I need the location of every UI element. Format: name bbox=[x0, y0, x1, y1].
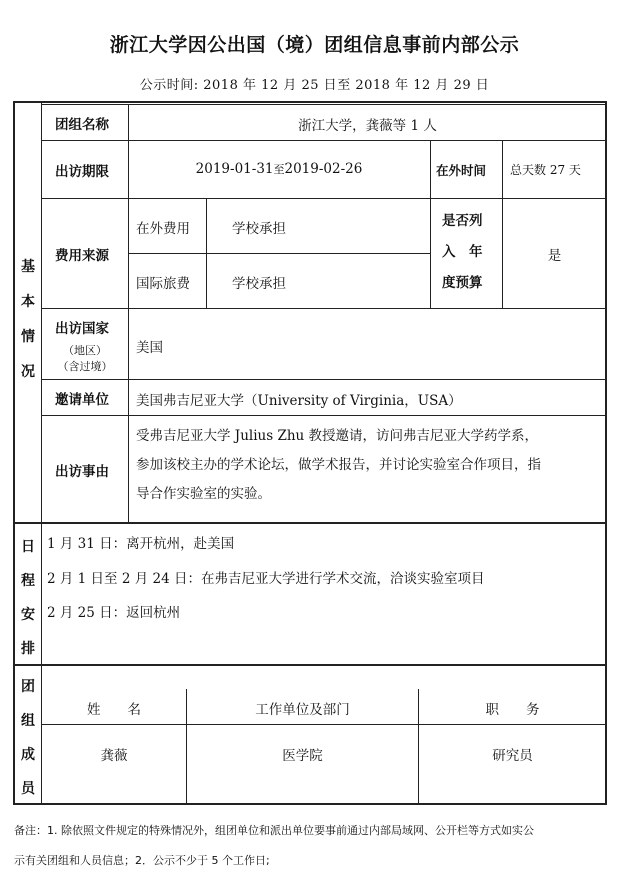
country-value: 美国 bbox=[136, 340, 163, 356]
table-line bbox=[42, 198, 606, 199]
publicity-end-day: 29 bbox=[453, 78, 472, 93]
member-name: 龚薇 bbox=[100, 748, 128, 764]
schedule-item: 2 月 1 日至 2 月 24 日：在弗吉尼亚大学进行学术交流，洽谈实验室项目 bbox=[47, 570, 485, 587]
intl-travel-value: 学校承担 bbox=[232, 276, 286, 292]
to-char: 至 bbox=[337, 78, 351, 93]
publicity-start-year: 2018 bbox=[203, 78, 239, 93]
day-char: 日 bbox=[475, 78, 490, 93]
schedule-item: 1 月 31 日：离开杭州，赴美国 bbox=[47, 536, 235, 552]
period-value bbox=[129, 161, 429, 177]
table-line bbox=[42, 140, 606, 141]
table-line bbox=[128, 253, 430, 254]
table-line bbox=[206, 198, 207, 308]
period-start: 2019-01-31 bbox=[195, 161, 274, 177]
header-name: 姓 名 bbox=[87, 702, 141, 718]
day-char: 日 bbox=[323, 78, 338, 93]
purpose-line: 导合作实验室的实验。 bbox=[136, 486, 271, 502]
period-end: 2019-02-26 bbox=[284, 161, 363, 177]
funding-label: 费用来源 bbox=[55, 248, 109, 264]
schedule-list bbox=[47, 527, 484, 631]
members-section-label: 团 组 成 员 bbox=[21, 679, 35, 797]
page-title: 浙江大学因公出国（境）团组信息事前内部公示 bbox=[109, 34, 520, 56]
budget-label: 是否列 入 年 度预算 bbox=[442, 213, 483, 291]
table-line bbox=[14, 664, 606, 666]
period-to: 至 bbox=[273, 163, 285, 176]
purpose-text bbox=[136, 422, 541, 509]
basic-section-label: 基 本 情 况 bbox=[21, 259, 35, 380]
inviter-value: 美国弗吉尼亚大学（University of Virginia，USA） bbox=[136, 393, 462, 409]
month-char: 月 bbox=[283, 78, 297, 93]
publicity-end-month: 12 bbox=[413, 78, 431, 93]
table-line bbox=[14, 522, 606, 524]
note-line-2: 示有关团组和人员信息；2．公示不少于 5 个工作日; bbox=[14, 854, 270, 867]
header-unit: 工作单位及部门 bbox=[255, 702, 350, 718]
publicity-start-month: 12 bbox=[261, 78, 279, 93]
budget-value: 是 bbox=[547, 248, 562, 264]
table-line bbox=[42, 379, 606, 380]
header-position: 职 务 bbox=[485, 702, 540, 718]
abroad-time-value: 总天数 27 天 bbox=[510, 163, 581, 177]
country-label-sub1: （地区） bbox=[63, 344, 107, 357]
note-line-1: 备注：1. 除依照文件规定的特殊情况外，组团单位和派出单位要事前通过内部局域网、公开栏等方式如实公 bbox=[14, 824, 534, 837]
table-line bbox=[430, 140, 431, 308]
inviter-label: 邀请单位 bbox=[55, 392, 109, 408]
schedule-item: 2 月 25 日：返回杭州 bbox=[47, 605, 181, 621]
abroad-time-label: 在外时间 bbox=[436, 163, 487, 178]
publicity-end-year: 2018 bbox=[355, 78, 391, 93]
purpose-line: 受弗吉尼亚大学 Julius Zhu 教授邀请，访问弗吉尼亚大学药学系， bbox=[136, 428, 539, 444]
intl-travel-label: 国际旅费 bbox=[136, 276, 190, 292]
year-char: 年 bbox=[395, 78, 409, 93]
year-char: 年 bbox=[242, 78, 257, 93]
group-name-value: 浙江大学，龚薇等 1 人 bbox=[298, 118, 437, 134]
publicity-period bbox=[0, 74, 629, 93]
table-line bbox=[502, 140, 503, 308]
group-name-label: 团组名称 bbox=[55, 117, 109, 133]
purpose-label: 出访事由 bbox=[55, 464, 109, 480]
table-line bbox=[42, 308, 606, 309]
table-line bbox=[42, 104, 606, 105]
table-line bbox=[42, 415, 606, 416]
table-line bbox=[42, 724, 606, 725]
publicity-label: 公示时间: bbox=[139, 78, 199, 93]
member-position: 研究员 bbox=[492, 748, 533, 764]
schedule-section-label: 日 程 安 排 bbox=[21, 539, 35, 657]
purpose-line: 参加该校主办的学术论坛，做学术报告，并讨论实验室合作项目，指 bbox=[136, 457, 541, 473]
abroad-cost-value: 学校承担 bbox=[232, 221, 286, 237]
month-char: 月 bbox=[435, 78, 449, 93]
publicity-start-day: 25 bbox=[301, 78, 320, 93]
country-label: 出访国家 bbox=[55, 321, 109, 337]
period-label: 出访期限 bbox=[55, 164, 109, 180]
abroad-cost-label: 在外费用 bbox=[136, 221, 190, 237]
country-label-sub2: （含过境） bbox=[57, 360, 113, 373]
member-unit: 医学院 bbox=[282, 748, 323, 764]
